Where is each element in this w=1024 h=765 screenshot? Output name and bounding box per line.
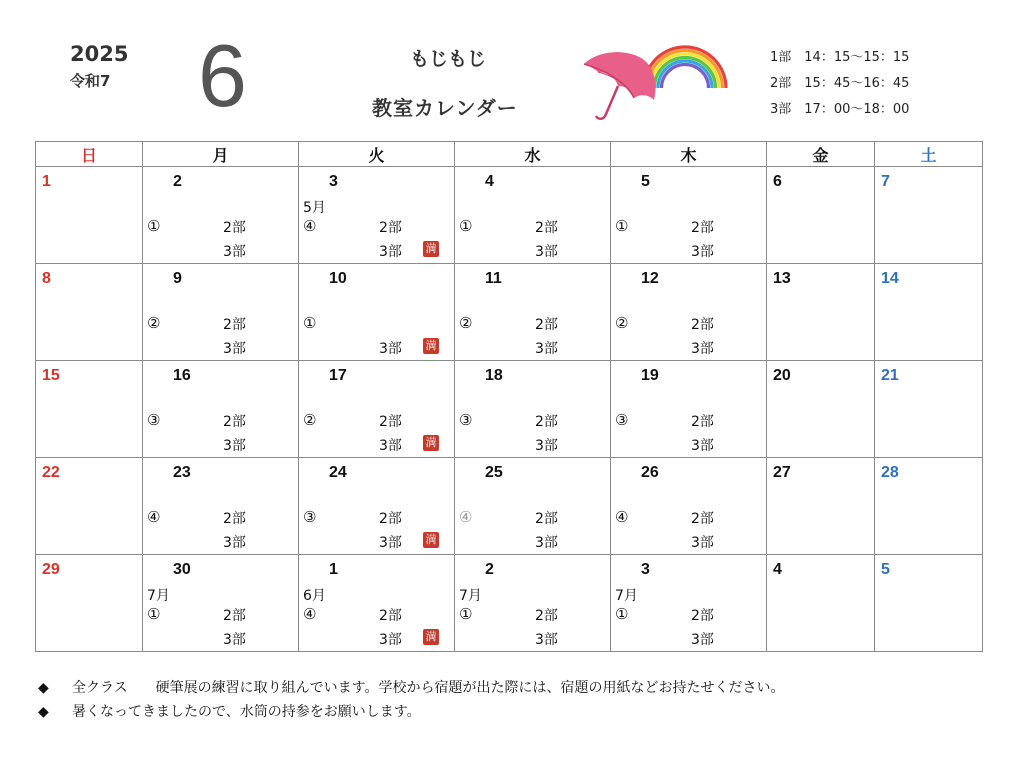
- calendar-day-cell: [611, 458, 767, 555]
- note-bullet: ◆: [38, 680, 49, 696]
- day-number: 5: [881, 561, 890, 578]
- month-note: 5月: [303, 200, 326, 216]
- calendar-day-cell: [875, 458, 983, 555]
- month-note: 7月: [459, 588, 482, 604]
- session-2-label: 2部: [535, 608, 558, 624]
- calendar-day-cell: [143, 167, 299, 264]
- rainbow-icon: [644, 47, 726, 88]
- calendar-day-cell: [875, 264, 983, 361]
- class-group: ③: [303, 508, 317, 526]
- calendar-day-cell: [767, 458, 875, 555]
- session-3-label: 3部: [379, 438, 402, 454]
- day-number: 24: [329, 464, 347, 481]
- calendar-day-cell: [36, 264, 143, 361]
- session-3-label: 3部: [691, 535, 714, 551]
- session-3-label: 3部: [691, 438, 714, 454]
- day-number: 23: [173, 464, 191, 481]
- calendar-day-cell: [767, 361, 875, 458]
- calendar-day-cell: [611, 264, 767, 361]
- calendar-day-cell: [36, 458, 143, 555]
- calendar-body: [36, 167, 983, 652]
- day-number: 26: [641, 464, 659, 481]
- day-number: 30: [173, 561, 191, 578]
- calendar-day-cell: [299, 167, 455, 264]
- calendar-day-cell: [611, 167, 767, 264]
- session-2-label: 2部: [379, 220, 402, 236]
- month-note: 7月: [147, 588, 170, 604]
- month-note: 6月: [303, 588, 326, 604]
- umbrella-rainbow-illustration: [578, 42, 728, 124]
- note-text: 暑くなってきましたので、水筒の持参をお願いします。: [72, 704, 421, 720]
- day-number: 20: [773, 367, 791, 384]
- session-2-label: 2部: [223, 317, 246, 333]
- weekday-wednesday: 水: [455, 142, 611, 167]
- session-2-label: 2部: [535, 414, 558, 430]
- note-text: 全クラス 硬筆展の練習に取り組んでいます。学校から宿題が出た際には、宿題の用紙などお持たせください。: [72, 680, 785, 696]
- session-2-label: 2部: [379, 511, 402, 527]
- calendar-day-cell: [767, 264, 875, 361]
- umbrella-icon: [584, 52, 656, 119]
- class-group: ①: [459, 217, 473, 235]
- day-number: 3: [641, 561, 650, 578]
- note-bullet: ◆: [38, 704, 49, 720]
- class-group: ④: [459, 508, 473, 526]
- session-2-label: 2部: [691, 317, 714, 333]
- month-number: 6: [198, 26, 247, 125]
- session-3-label: 3部: [535, 341, 558, 357]
- session-2-label: 2部: [691, 414, 714, 430]
- session-3-label: 3部: [691, 632, 714, 648]
- session-schedule: [770, 50, 909, 128]
- session-3-time: 3部 17：00〜18：00: [770, 102, 910, 117]
- session-3-label: 3部: [691, 244, 714, 260]
- session-3-label: 3部: [223, 244, 246, 260]
- class-group: ①: [303, 314, 317, 332]
- calendar-day-cell: [767, 555, 875, 652]
- session-2-label: 2部: [223, 511, 246, 527]
- calendar-day-cell: [36, 361, 143, 458]
- full-badge: 満: [423, 532, 439, 548]
- session-2-label: 2部: [535, 220, 558, 236]
- class-group: ②: [303, 411, 317, 429]
- session-2-label: 2部: [379, 608, 402, 624]
- calendar-day-cell: [299, 361, 455, 458]
- calendar-day-cell: [455, 264, 611, 361]
- session-3-label: 3部: [379, 632, 402, 648]
- session-3-label: 3部: [223, 341, 246, 357]
- calendar-day-cell: [455, 361, 611, 458]
- class-group: ②: [615, 314, 629, 332]
- session-3-label: 3部: [223, 632, 246, 648]
- note-row: [38, 676, 784, 700]
- calendar-day-cell: [875, 167, 983, 264]
- calendar-title: 教室カレンダー: [372, 96, 518, 120]
- session-2-label: 2部: [223, 608, 246, 624]
- session-3-label: 3部: [223, 438, 246, 454]
- calendar-day-cell: [875, 361, 983, 458]
- weekday-friday: 金: [767, 142, 875, 167]
- day-number: 13: [773, 270, 791, 287]
- calendar-day-cell: [767, 167, 875, 264]
- day-number: 9: [173, 270, 182, 287]
- day-number: 19: [641, 367, 659, 384]
- weekday-thursday: 木: [611, 142, 767, 167]
- full-badge: 満: [423, 338, 439, 354]
- day-number: 8: [42, 270, 51, 287]
- class-group: ④: [303, 217, 317, 235]
- weekday-header-row: [36, 142, 983, 167]
- calendar-day-cell: [455, 167, 611, 264]
- class-group: ④: [147, 508, 161, 526]
- calendar-day-cell: [36, 167, 143, 264]
- day-number: 1: [329, 561, 338, 578]
- day-number: 27: [773, 464, 791, 481]
- day-number: 2: [173, 173, 182, 190]
- calendar-day-cell: [36, 555, 143, 652]
- day-number: 6: [773, 173, 782, 190]
- class-group: ①: [459, 605, 473, 623]
- day-number: 4: [485, 173, 494, 190]
- session-2-label: 2部: [223, 414, 246, 430]
- session-3-label: 3部: [223, 535, 246, 551]
- session-1-time: 1部 14：15〜15：15: [770, 50, 910, 65]
- calendar-day-cell: [299, 458, 455, 555]
- calendar-day-cell: [875, 555, 983, 652]
- calendar-day-cell: [143, 458, 299, 555]
- calendar-day-cell: [611, 555, 767, 652]
- day-number: 1: [42, 173, 51, 190]
- calendar-day-cell: [455, 458, 611, 555]
- day-number: 2: [485, 561, 494, 578]
- calendar-week-row: [36, 264, 983, 361]
- session-2-label: 2部: [379, 414, 402, 430]
- class-group: ①: [615, 217, 629, 235]
- notes: [38, 676, 784, 724]
- day-number: 11: [485, 270, 502, 287]
- calendar-week-row: [36, 361, 983, 458]
- day-number: 25: [485, 464, 503, 481]
- day-number: 21: [881, 367, 899, 384]
- weekday-saturday: 土: [875, 142, 983, 167]
- calendar-day-cell: [143, 264, 299, 361]
- session-3-label: 3部: [535, 535, 558, 551]
- calendar-day-cell: [143, 361, 299, 458]
- day-number: 16: [173, 367, 191, 384]
- calendar-week-row: [36, 167, 983, 264]
- session-2-label: 2部: [535, 317, 558, 333]
- session-3-label: 3部: [379, 244, 402, 260]
- calendar-day-cell: [611, 361, 767, 458]
- calendar-grid: [35, 141, 983, 652]
- full-badge: 満: [423, 629, 439, 645]
- session-3-label: 3部: [535, 244, 558, 260]
- month-note: 7月: [615, 588, 638, 604]
- school-name: もじもじ: [410, 48, 487, 70]
- class-group: ④: [615, 508, 629, 526]
- session-2-label: 2部: [691, 220, 714, 236]
- day-number: 22: [42, 464, 60, 481]
- weekday-sunday: 日: [36, 142, 143, 167]
- day-number: 12: [641, 270, 659, 287]
- day-number: 10: [329, 270, 347, 287]
- session-2-label: 2部: [223, 220, 246, 236]
- class-group: ②: [459, 314, 473, 332]
- class-group: ①: [147, 217, 161, 235]
- full-badge: 満: [423, 435, 439, 451]
- era-year: 令和7: [70, 72, 111, 90]
- session-2-label: 2部: [691, 511, 714, 527]
- calendar-day-cell: [299, 264, 455, 361]
- session-2-label: 2部: [535, 511, 558, 527]
- day-number: 5: [641, 173, 650, 190]
- day-number: 4: [773, 561, 782, 578]
- session-3-label: 3部: [535, 632, 558, 648]
- session-3-label: 3部: [535, 438, 558, 454]
- day-number: 14: [881, 270, 899, 287]
- calendar-week-row: [36, 555, 983, 652]
- day-number: 18: [485, 367, 503, 384]
- full-badge: 満: [423, 241, 439, 257]
- note-row: [38, 700, 784, 724]
- session-3-label: 3部: [379, 341, 402, 357]
- session-2-label: 2部: [691, 608, 714, 624]
- calendar-week-row: [36, 458, 983, 555]
- day-number: 15: [42, 367, 60, 384]
- session-2-time: 2部 15：45〜16：45: [770, 76, 910, 91]
- day-number: 7: [881, 173, 890, 190]
- day-number: 17: [329, 367, 347, 384]
- class-group: ④: [303, 605, 317, 623]
- weekday-monday: 月: [143, 142, 299, 167]
- calendar-day-cell: [299, 555, 455, 652]
- calendar-day-cell: [143, 555, 299, 652]
- class-group: ①: [147, 605, 161, 623]
- weekday-tuesday: 火: [299, 142, 455, 167]
- year: 2025: [70, 42, 129, 66]
- day-number: 28: [881, 464, 899, 481]
- calendar-day-cell: [455, 555, 611, 652]
- session-3-label: 3部: [691, 341, 714, 357]
- day-number: 3: [329, 173, 338, 190]
- class-group: ③: [459, 411, 473, 429]
- session-3-label: 3部: [379, 535, 402, 551]
- class-group: ②: [147, 314, 161, 332]
- class-group: ①: [615, 605, 629, 623]
- class-group: ③: [147, 411, 161, 429]
- day-number: 29: [42, 561, 60, 578]
- class-group: ③: [615, 411, 629, 429]
